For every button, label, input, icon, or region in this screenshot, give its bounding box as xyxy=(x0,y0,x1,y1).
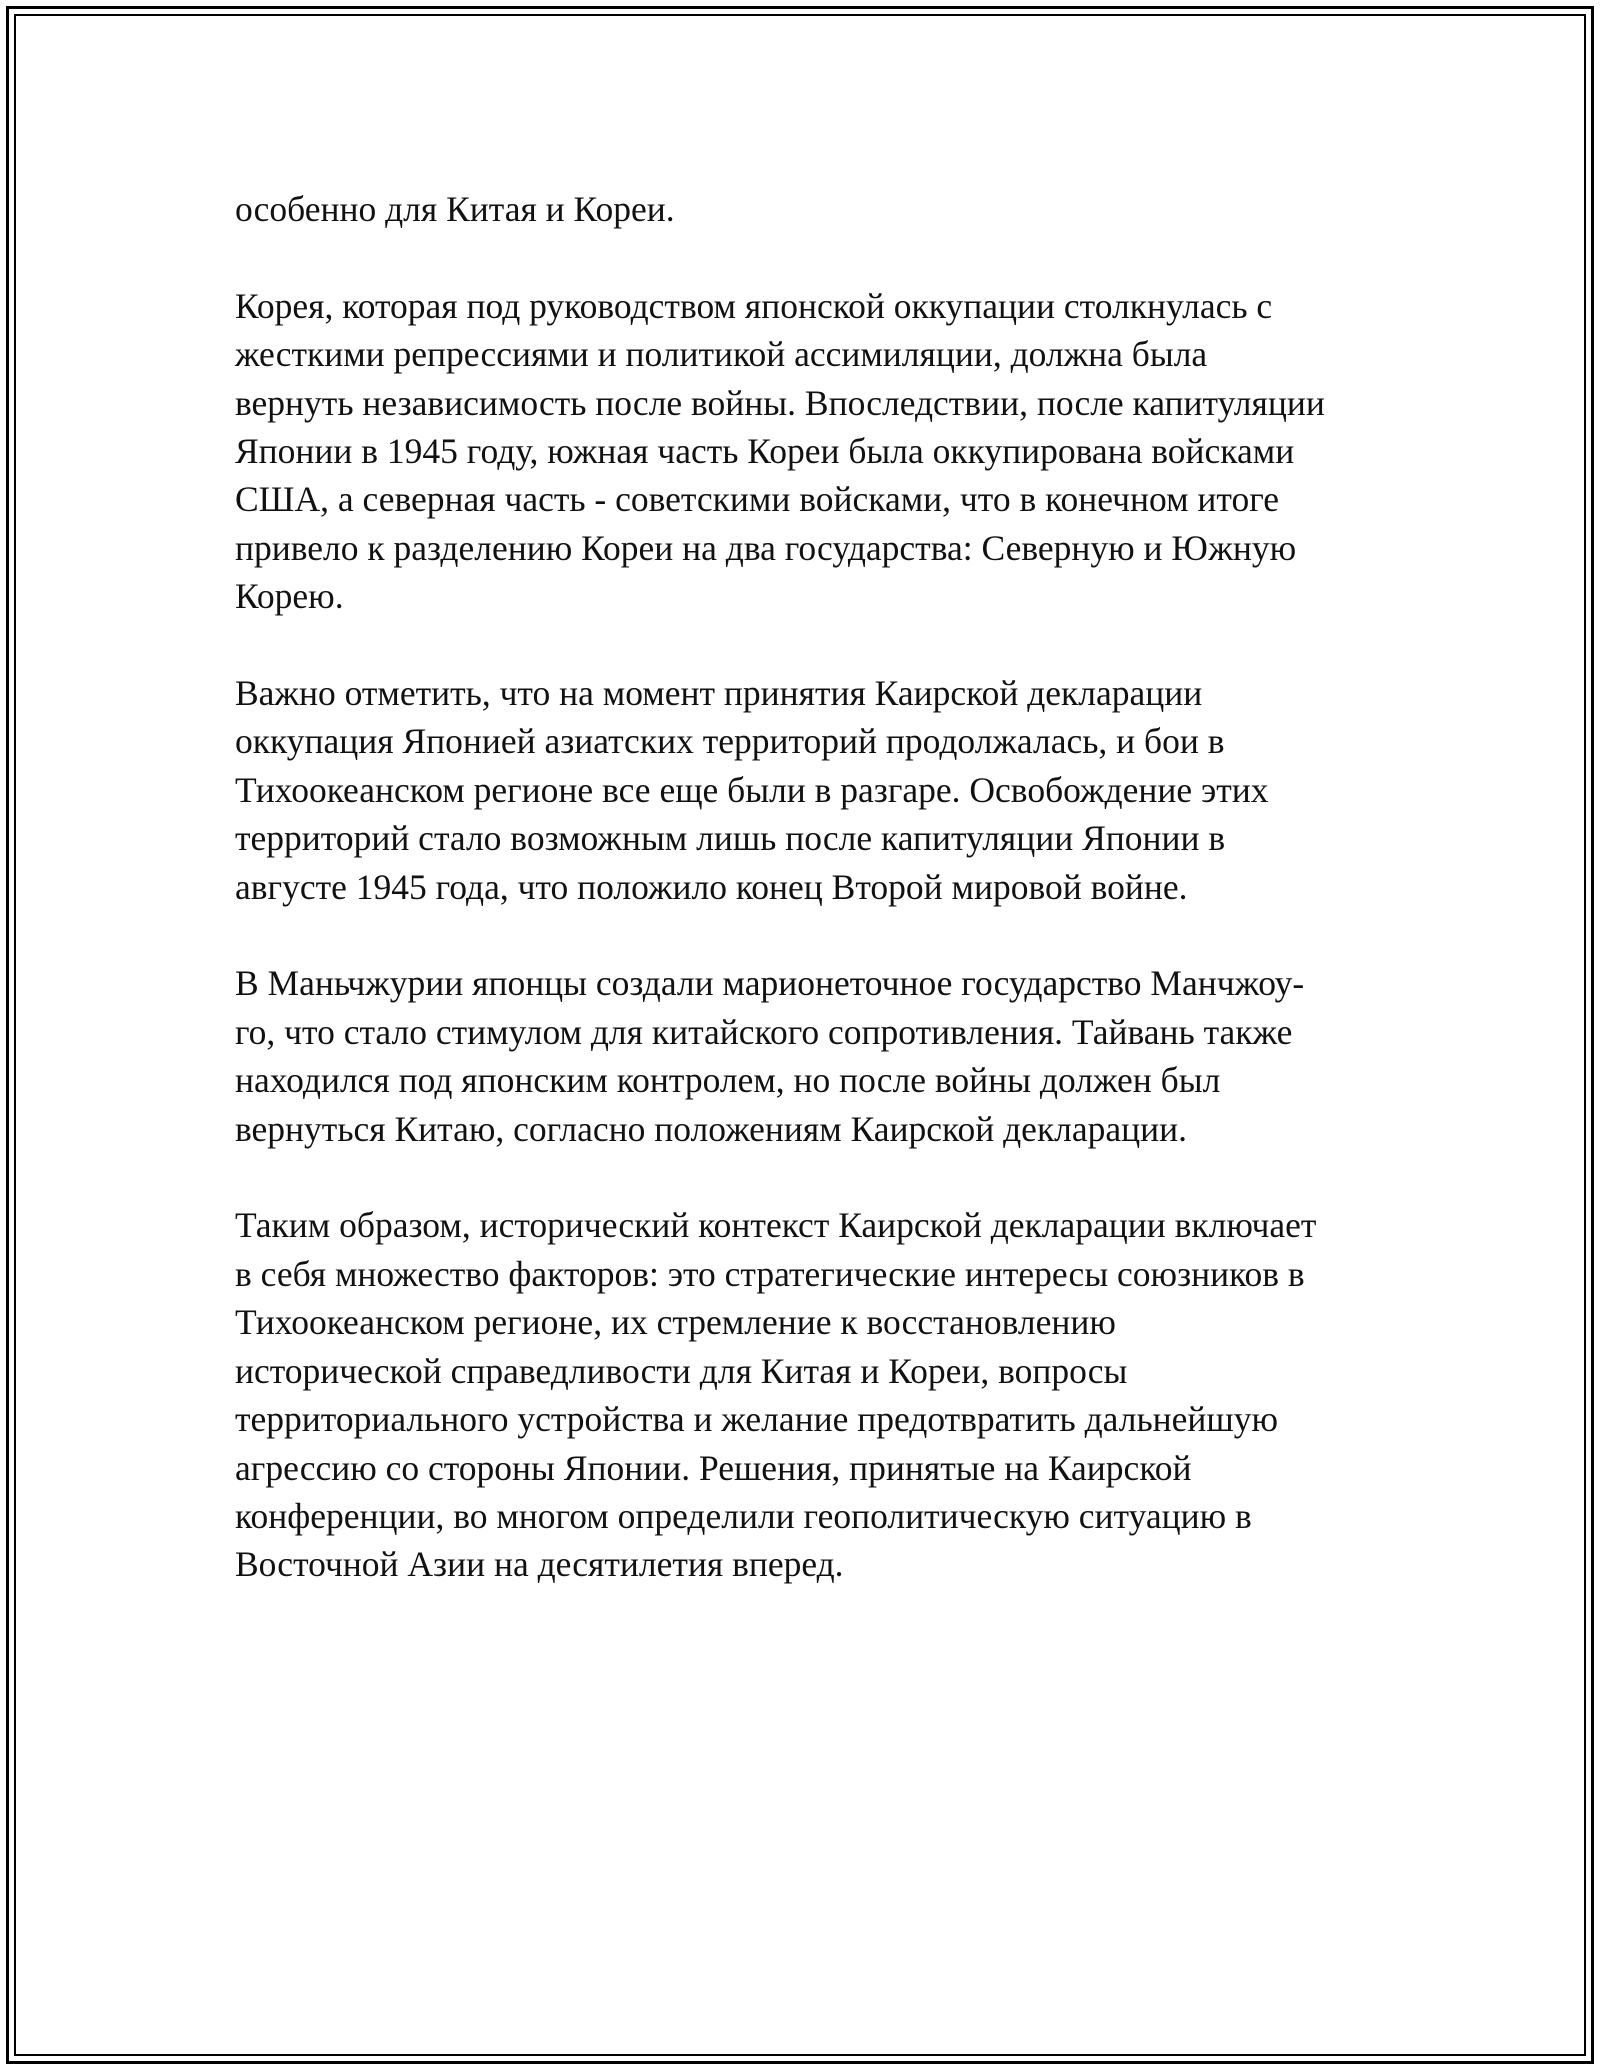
text-line: исторической справедливости для Китая и Кореи, вопросы xyxy=(235,1350,1128,1391)
text-line: конференции, во многом определили геополитическую ситуацию в xyxy=(235,1495,1252,1536)
text-line: Важно отметить, что на момент принятия Каирской декларации xyxy=(235,673,1203,714)
text-line: в себя множество факторов: это стратегические интересы союзников в xyxy=(235,1253,1305,1294)
text-line: агрессию со стороны Японии. Решения, принятые на Каирской xyxy=(235,1447,1192,1488)
text-line: Тихоокеанском регионе все еще были в разгаре. Освобождение этих xyxy=(235,769,1269,810)
paragraph xyxy=(235,669,1375,911)
text-line: вернуться Китаю, согласно положениям Каирской декларации. xyxy=(235,1108,1188,1149)
text-line: Таким образом, исторический контекст Каирской декларации включает xyxy=(235,1205,1317,1246)
text-line: Тихоокеанском регионе, их стремление к восстановлению xyxy=(235,1302,1116,1343)
text-line: привело к разделению Кореи на два государства: Северную и Южную xyxy=(235,527,1297,568)
text-line: США, а северная часть - советскими войсками, что в конечном итоге xyxy=(235,479,1280,520)
text-line: жесткими репрессиями и политикой ассимиляции, должна была xyxy=(235,334,1208,375)
text-line: территорий стало возможным лишь после капитуляции Японии в xyxy=(235,818,1226,859)
paragraph xyxy=(235,1201,1375,1588)
paragraph xyxy=(235,959,1375,1153)
text-line: го, что стало стимулом для китайского сопротивления. Тайвань также xyxy=(235,1011,1293,1052)
paragraph xyxy=(235,282,1375,621)
text-line: Восточной Азии на десятилетия вперед. xyxy=(235,1544,844,1585)
text-line: оккупация Японией азиатских территорий продолжалась, и бои в xyxy=(235,721,1225,762)
text-line: вернуть независимость после войны. Впоследствии, после капитуляции xyxy=(235,382,1325,423)
text-line: Корея, которая под руководством японской оккупации столкнулась с xyxy=(235,285,1273,326)
text-line: Корею. xyxy=(235,576,344,617)
text-line: Японии в 1945 году, южная часть Кореи была оккупирована войсками xyxy=(235,431,1295,472)
document-body xyxy=(235,185,1375,1589)
text-line: В Маньчжурии японцы создали марионеточное государство Манчжоу- xyxy=(235,963,1305,1004)
text-line: находился под японским контролем, но после войны должен был xyxy=(235,1060,1221,1101)
paragraph xyxy=(235,185,1375,233)
text-line: особенно для Китая и Кореи. xyxy=(235,189,675,229)
text-line: территориального устройства и желание предотвратить дальнейшую xyxy=(235,1399,1279,1440)
text-line: августе 1945 года, что положило конец Второй мировой войне. xyxy=(235,866,1188,907)
